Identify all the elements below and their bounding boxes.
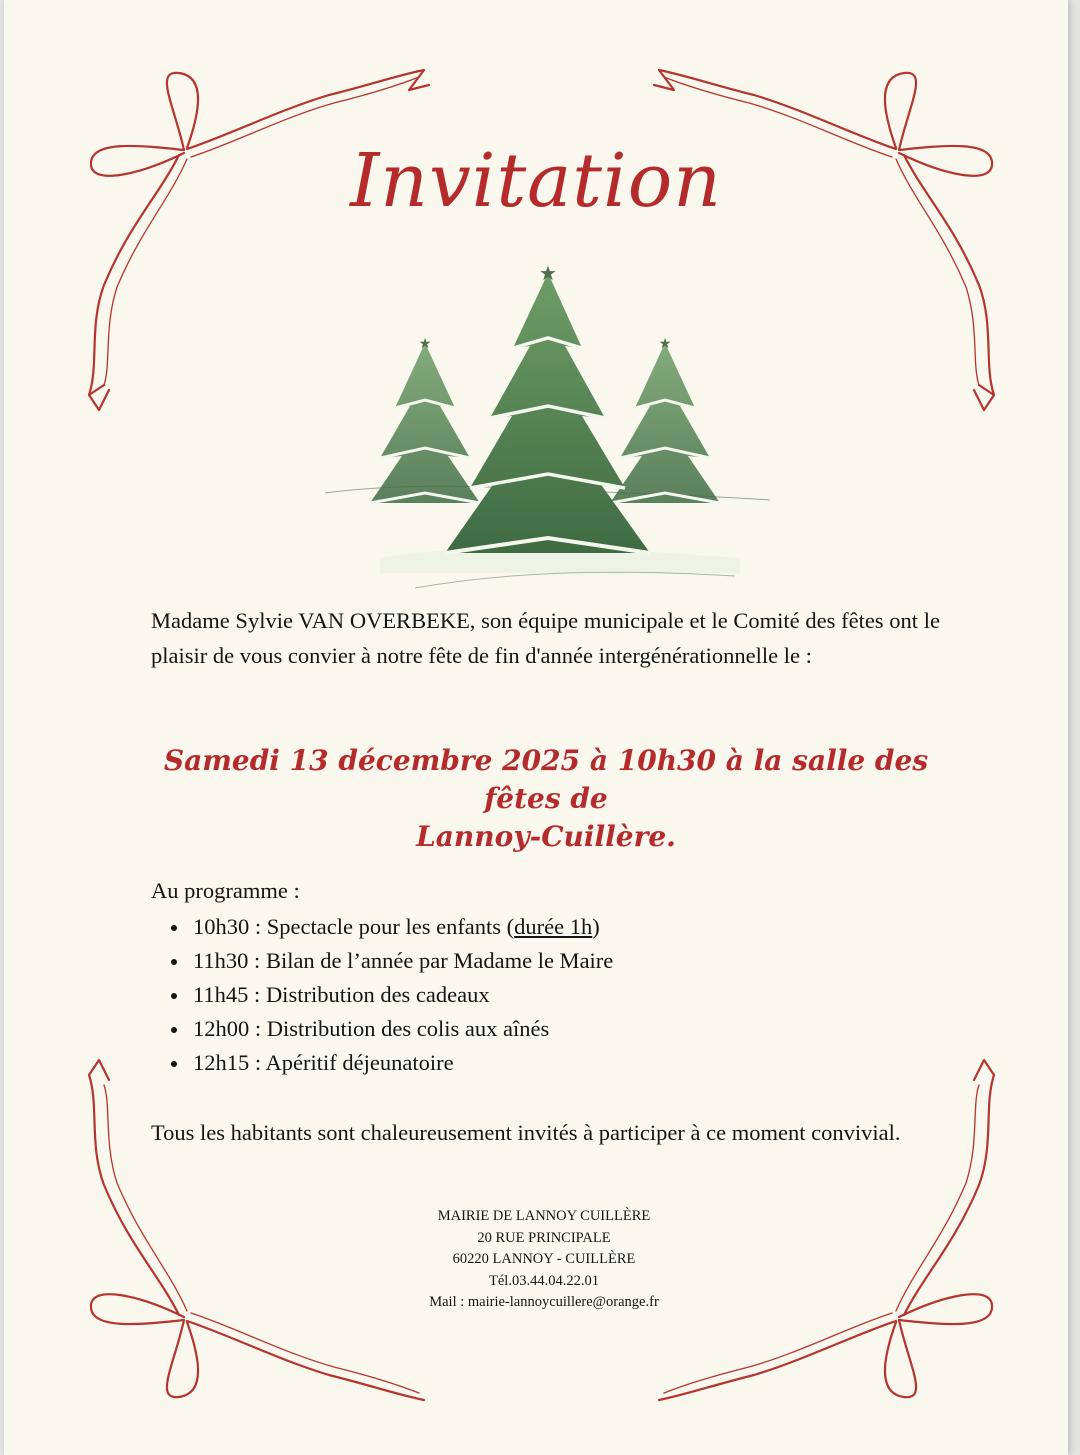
mairie-footer <box>4 1206 1068 1314</box>
list-item: 12h15 : Apéritif déjeunatoire <box>151 1046 613 1080</box>
programme-close-paren: ) <box>592 914 600 939</box>
programme-time: 11h30 <box>193 948 249 973</box>
programme-text: Distribution des colis aux aînés <box>266 1016 550 1041</box>
event-line-2: Lannoy-Cuillère. <box>416 820 676 853</box>
programme-text: Distribution des cadeaux <box>265 982 490 1007</box>
programme-time: 10h30 <box>193 914 250 939</box>
svg-text:★: ★ <box>418 337 432 352</box>
programme-time: 11h45 <box>193 982 249 1007</box>
left-tree-icon <box>370 337 480 503</box>
list-item: 11h45 : Distribution des cadeaux <box>151 978 613 1012</box>
list-item: 11h30 : Bilan de l’année par Madame le Maire <box>151 944 613 978</box>
programme-time: 12h15 <box>193 1050 250 1075</box>
right-tree-icon <box>610 337 720 503</box>
center-tree-icon <box>445 263 650 553</box>
bullet-icon <box>171 959 177 965</box>
event-line-1: Samedi 13 décembre 2025 à 10h30 à la salle des fêtes de <box>163 744 929 815</box>
svg-text:★: ★ <box>539 263 557 285</box>
bullet-icon <box>171 925 177 931</box>
invitation-page <box>4 0 1068 1455</box>
programme-text: Spectacle pour les enfants ( <box>266 914 515 939</box>
footer-phone: Tél.03.44.04.22.01 <box>489 1272 599 1289</box>
programme-duration: durée 1h <box>514 914 593 939</box>
programme-time: 12h00 <box>193 1016 250 1041</box>
christmas-trees-illustration <box>320 258 770 593</box>
list-item: 10h30 : Spectacle pour les enfants (durée 1h) <box>151 910 613 944</box>
closing-paragraph: Tous les habitants sont chaleureusement invités à participer à ce moment convivial. <box>151 1120 901 1145</box>
footer-email: Mail : mairie-lannoycuillere@orange.fr <box>429 1294 659 1310</box>
intro-paragraph: Madame Sylvie VAN OVERBEKE, son équipe municipale et le Comité des fêtes ont le plaisir de vous convier à notre fête de fin d'année intergénérationnelle le : <box>151 608 940 668</box>
bullet-icon <box>171 1027 177 1033</box>
footer-city: 60220 LANNOY - CUILLÈRE <box>452 1251 636 1267</box>
programme-list <box>151 910 613 1080</box>
programme-heading: Au programme : <box>151 878 300 903</box>
svg-text:★: ★ <box>658 337 672 352</box>
programme-text: Bilan de l’année par Madame le Maire <box>265 948 614 973</box>
bullet-icon <box>171 1061 177 1067</box>
list-item: 12h00 : Distribution des colis aux aînés <box>151 1012 613 1046</box>
invitation-title: Invitation <box>350 138 722 224</box>
footer-name: MAIRIE DE LANNOY CUILLÈRE <box>437 1208 651 1224</box>
programme-text: Apéritif déjeunatoire <box>265 1050 454 1075</box>
event-date-location <box>134 742 958 856</box>
footer-street: 20 RUE PRINCIPALE <box>477 1229 611 1246</box>
bullet-icon <box>171 993 177 999</box>
